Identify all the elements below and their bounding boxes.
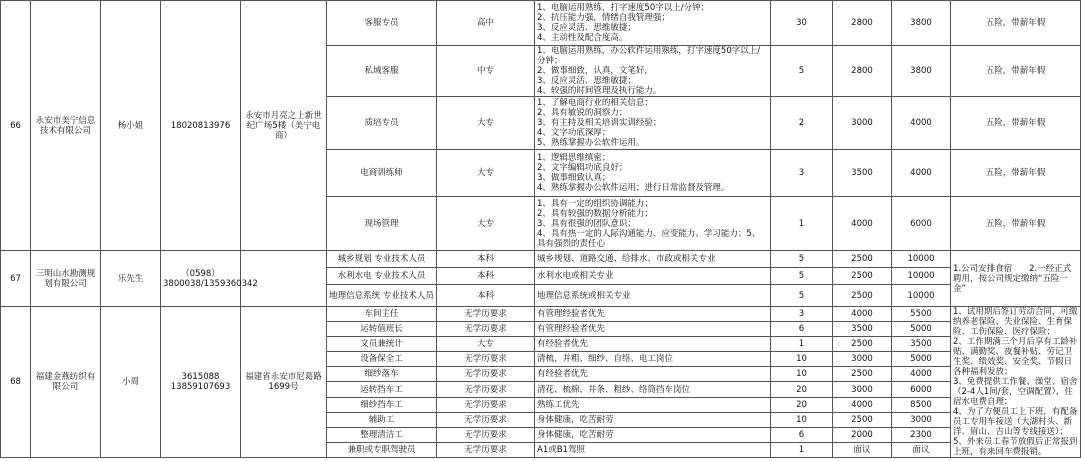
job-title: 质培专员 <box>327 97 437 150</box>
job-education: 大专 <box>437 337 535 352</box>
salary-min: 3000 <box>833 382 892 397</box>
salary-min: 2500 <box>833 268 892 285</box>
job-title: 设备保全工 <box>327 352 437 367</box>
job-education: 无学历要求 <box>437 427 535 442</box>
job-title: 电商训练师 <box>327 150 437 197</box>
job-requirements: 1、了解电商行业的相关信息； 2、具有敏锐的洞察力； 3、有主持及相关培训实训经验； 4、文字功底深厚； 5、熟练掌握办公软件运用。 <box>535 97 771 150</box>
job-education: 无学历要求 <box>437 382 535 397</box>
job-education: 中专 <box>437 46 535 97</box>
job-count: 20 <box>771 382 833 397</box>
job-requirements: 身体健康，吃苦耐劳 <box>535 427 771 442</box>
job-requirements: 清梳、并粗、细纱、自络、电工岗位 <box>535 352 771 367</box>
job-requirements: 地理信息系统或相关专业 <box>535 285 771 307</box>
salary-max: 4000 <box>892 150 951 197</box>
salary-min: 2500 <box>833 367 892 382</box>
job-education: 无学历要求 <box>437 322 535 337</box>
contact-person: 杨小姐 <box>101 1 161 251</box>
job-requirements: 有经验者优先 <box>535 367 771 382</box>
job-education: 无学历要求 <box>437 442 535 457</box>
job-title: 兼职或专职驾驶员 <box>327 442 437 457</box>
table-row <box>1 1 1081 46</box>
job-requirements: 熟练工优先 <box>535 397 771 412</box>
salary-max: 4000 <box>892 367 951 382</box>
job-requirements: 有经验者优先 <box>535 337 771 352</box>
salary-min: 2500 <box>833 412 892 427</box>
salary-min: 2800 <box>833 1 892 46</box>
job-title: 辅助工 <box>327 412 437 427</box>
job-title: 文员兼统计 <box>327 337 437 352</box>
contact-phone: （0598）3800038/1359360342 <box>161 251 241 307</box>
table-row <box>1 307 1081 322</box>
salary-min: 4000 <box>833 307 892 322</box>
job-education: 大专 <box>437 97 535 150</box>
company-name: 福建金燕纺织有限公司 <box>31 307 101 458</box>
job-education: 本科 <box>437 251 535 268</box>
job-count: 5 <box>771 46 833 97</box>
company-address: 永安市月亮之上新世纪广场5楼（美宁电商） <box>241 1 327 251</box>
contact-person: 小周 <box>101 307 161 458</box>
job-count: 2 <box>771 97 833 150</box>
job-count: 5 <box>771 251 833 268</box>
job-count: 1 <box>771 442 833 457</box>
job-count: 6 <box>771 322 833 337</box>
salary-min: 面议 <box>833 442 892 457</box>
job-count: 30 <box>771 1 833 46</box>
salary-min: 3500 <box>833 322 892 337</box>
company-name: 永安市美宁信息技术有限公司 <box>31 1 101 251</box>
job-count: 10 <box>771 367 833 382</box>
job-title: 整理清洁工 <box>327 427 437 442</box>
job-count: 20 <box>771 397 833 412</box>
salary-min: 3000 <box>833 352 892 367</box>
job-title: 地理信息系统 专业技术人员 <box>327 285 437 307</box>
salary-max: 5500 <box>892 307 951 322</box>
job-education: 本科 <box>437 268 535 285</box>
job-education: 无学历要求 <box>437 352 535 367</box>
salary-min: 2500 <box>833 251 892 268</box>
salary-max: 2300 <box>892 427 951 442</box>
salary-max: 3800 <box>892 46 951 97</box>
job-title: 细纱挡车工 <box>327 397 437 412</box>
job-requirements: 身体健康，吃苦耐劳 <box>535 412 771 427</box>
salary-min: 2800 <box>833 46 892 97</box>
job-benefits: 五险，带薪年假 <box>951 197 1081 251</box>
job-title: 私域客服 <box>327 46 437 97</box>
job-title: 水利水电 专业技术人员 <box>327 268 437 285</box>
salary-max: 3800 <box>892 1 951 46</box>
job-benefits: 五险，带薪年假 <box>951 46 1081 97</box>
job-benefits: 五险，带薪年假 <box>951 150 1081 197</box>
contact-phone: 3615088 13859107693 <box>161 307 241 458</box>
job-requirements: 1、逻辑思维缜密； 2、文字编辑功底良好； 3、做事细致认真； 4、熟练掌握办公软件运用；进行日常监督及管理。 <box>535 150 771 197</box>
job-count: 10 <box>771 352 833 367</box>
salary-max: 面议 <box>892 442 951 457</box>
salary-min: 2500 <box>833 337 892 352</box>
contact-phone: 18020813976 <box>161 1 241 251</box>
job-count: 3 <box>771 307 833 322</box>
salary-max: 3500 <box>892 337 951 352</box>
company-benefits: 1.公司安排食宿 2.一经正式聘用，按公司规定缴纳“五险一金” <box>951 251 1081 307</box>
job-requirements: 水利水电或相关专业 <box>535 268 771 285</box>
company-number: 67 <box>1 251 31 307</box>
job-title: 车间主任 <box>327 307 437 322</box>
salary-min: 2500 <box>833 285 892 307</box>
company-name: 三明山水勘测规划有限公司 <box>31 251 101 307</box>
job-title: 运转挡车工 <box>327 382 437 397</box>
company-number: 66 <box>1 1 31 251</box>
job-title: 城乡规划 专业技术人员 <box>327 251 437 268</box>
job-count: 10 <box>771 412 833 427</box>
salary-max: 10000 <box>892 251 951 268</box>
salary-min: 3000 <box>833 97 892 150</box>
job-title: 细纱落车 <box>327 367 437 382</box>
job-count: 6 <box>771 427 833 442</box>
job-count: 3 <box>771 150 833 197</box>
job-requirements: 清花、梳棉、并条、粗纱、络筒挡车岗位 <box>535 382 771 397</box>
job-requirements: 1、具有一定的组织协调能力； 2、具有较强的数据分析能力； 3、具有很强的团队意识； 4、具有热一定的人际沟通能力、应变能力、学习能力；5、具有强烈的责任心 <box>535 197 771 251</box>
salary-min: 4000 <box>833 397 892 412</box>
job-education: 无学历要求 <box>437 307 535 322</box>
job-education: 无学历要求 <box>437 397 535 412</box>
job-requirements: 有管理经验者优先 <box>535 307 771 322</box>
job-count: 1 <box>771 337 833 352</box>
table-row <box>1 251 1081 268</box>
job-requirements: 1、电脑运用熟练，打字速度50字以上/分钟； 2、抗压能力强，情绪自我管理强； 3、反应灵活、思维敏捷； 4、主动性及配合度高。 <box>535 1 771 46</box>
job-requirements: 1、电脑运用熟练，办公软件运用熟练，打字速度50字以上/分钟； 2、做事细致，认真，文笔好， 3、反应灵活、思维敏捷； 4、较强的时间管理及执行能力。 <box>535 46 771 97</box>
salary-max: 5000 <box>892 352 951 367</box>
job-education: 无学历要求 <box>437 412 535 427</box>
salary-max: 8500 <box>892 397 951 412</box>
salary-max: 4000 <box>892 97 951 150</box>
job-count: 1 <box>771 197 833 251</box>
company-number: 68 <box>1 307 31 458</box>
company-address: 福建省永安市尼葛路1699号 <box>241 307 327 458</box>
contact-person: 乐先生 <box>101 251 161 307</box>
job-education: 本科 <box>437 285 535 307</box>
job-count: 5 <box>771 268 833 285</box>
job-education: 高中 <box>437 1 535 46</box>
salary-max: 6000 <box>892 382 951 397</box>
salary-min: 2000 <box>833 427 892 442</box>
job-requirements: A1或B1驾照 <box>535 442 771 457</box>
job-count: 5 <box>771 285 833 307</box>
salary-min: 4000 <box>833 197 892 251</box>
job-benefits: 五险，带薪年假 <box>951 1 1081 46</box>
job-requirements: 城乡规划、道路交通、给排水、市政或相关专业 <box>535 251 771 268</box>
salary-max: 5000 <box>892 322 951 337</box>
company-benefits: 1、试用期后签订劳动合同，可缴纳养老保险、失业保险、生育保险、工伤保险、医疗保险； 2、工作期满三个月后享有工龄补贴、满勤奖、夜餐补贴、劳记卫生奖、绩效奖、安全奖、节假日各种福利发放； 3、免费提供工作餐、澡堂、宿舍（2-4人1间/套，空调配置），住宿水电费自理； 4、为了方便员工上下班，有配备员工专用车接送（大湖村头、新洋、眉山、吉山等专线接送）； 5、外来员工春节放假后正常报到上班，有来回车费报销。 <box>951 307 1081 458</box>
job-title: 客服专员 <box>327 1 437 46</box>
salary-max: 3000 <box>892 412 951 427</box>
salary-min: 3500 <box>833 150 892 197</box>
job-education: 大专 <box>437 150 535 197</box>
job-title: 运转值班长 <box>327 322 437 337</box>
salary-max: 10000 <box>892 268 951 285</box>
job-benefits: 五险，带薪年假 <box>951 97 1081 150</box>
job-education: 无学历要求 <box>437 367 535 382</box>
job-title: 现场管理 <box>327 197 437 251</box>
job-requirements: 有管理经验者优先 <box>535 322 771 337</box>
salary-max: 6000 <box>892 197 951 251</box>
job-education: 大专 <box>437 197 535 251</box>
salary-max: 10000 <box>892 285 951 307</box>
